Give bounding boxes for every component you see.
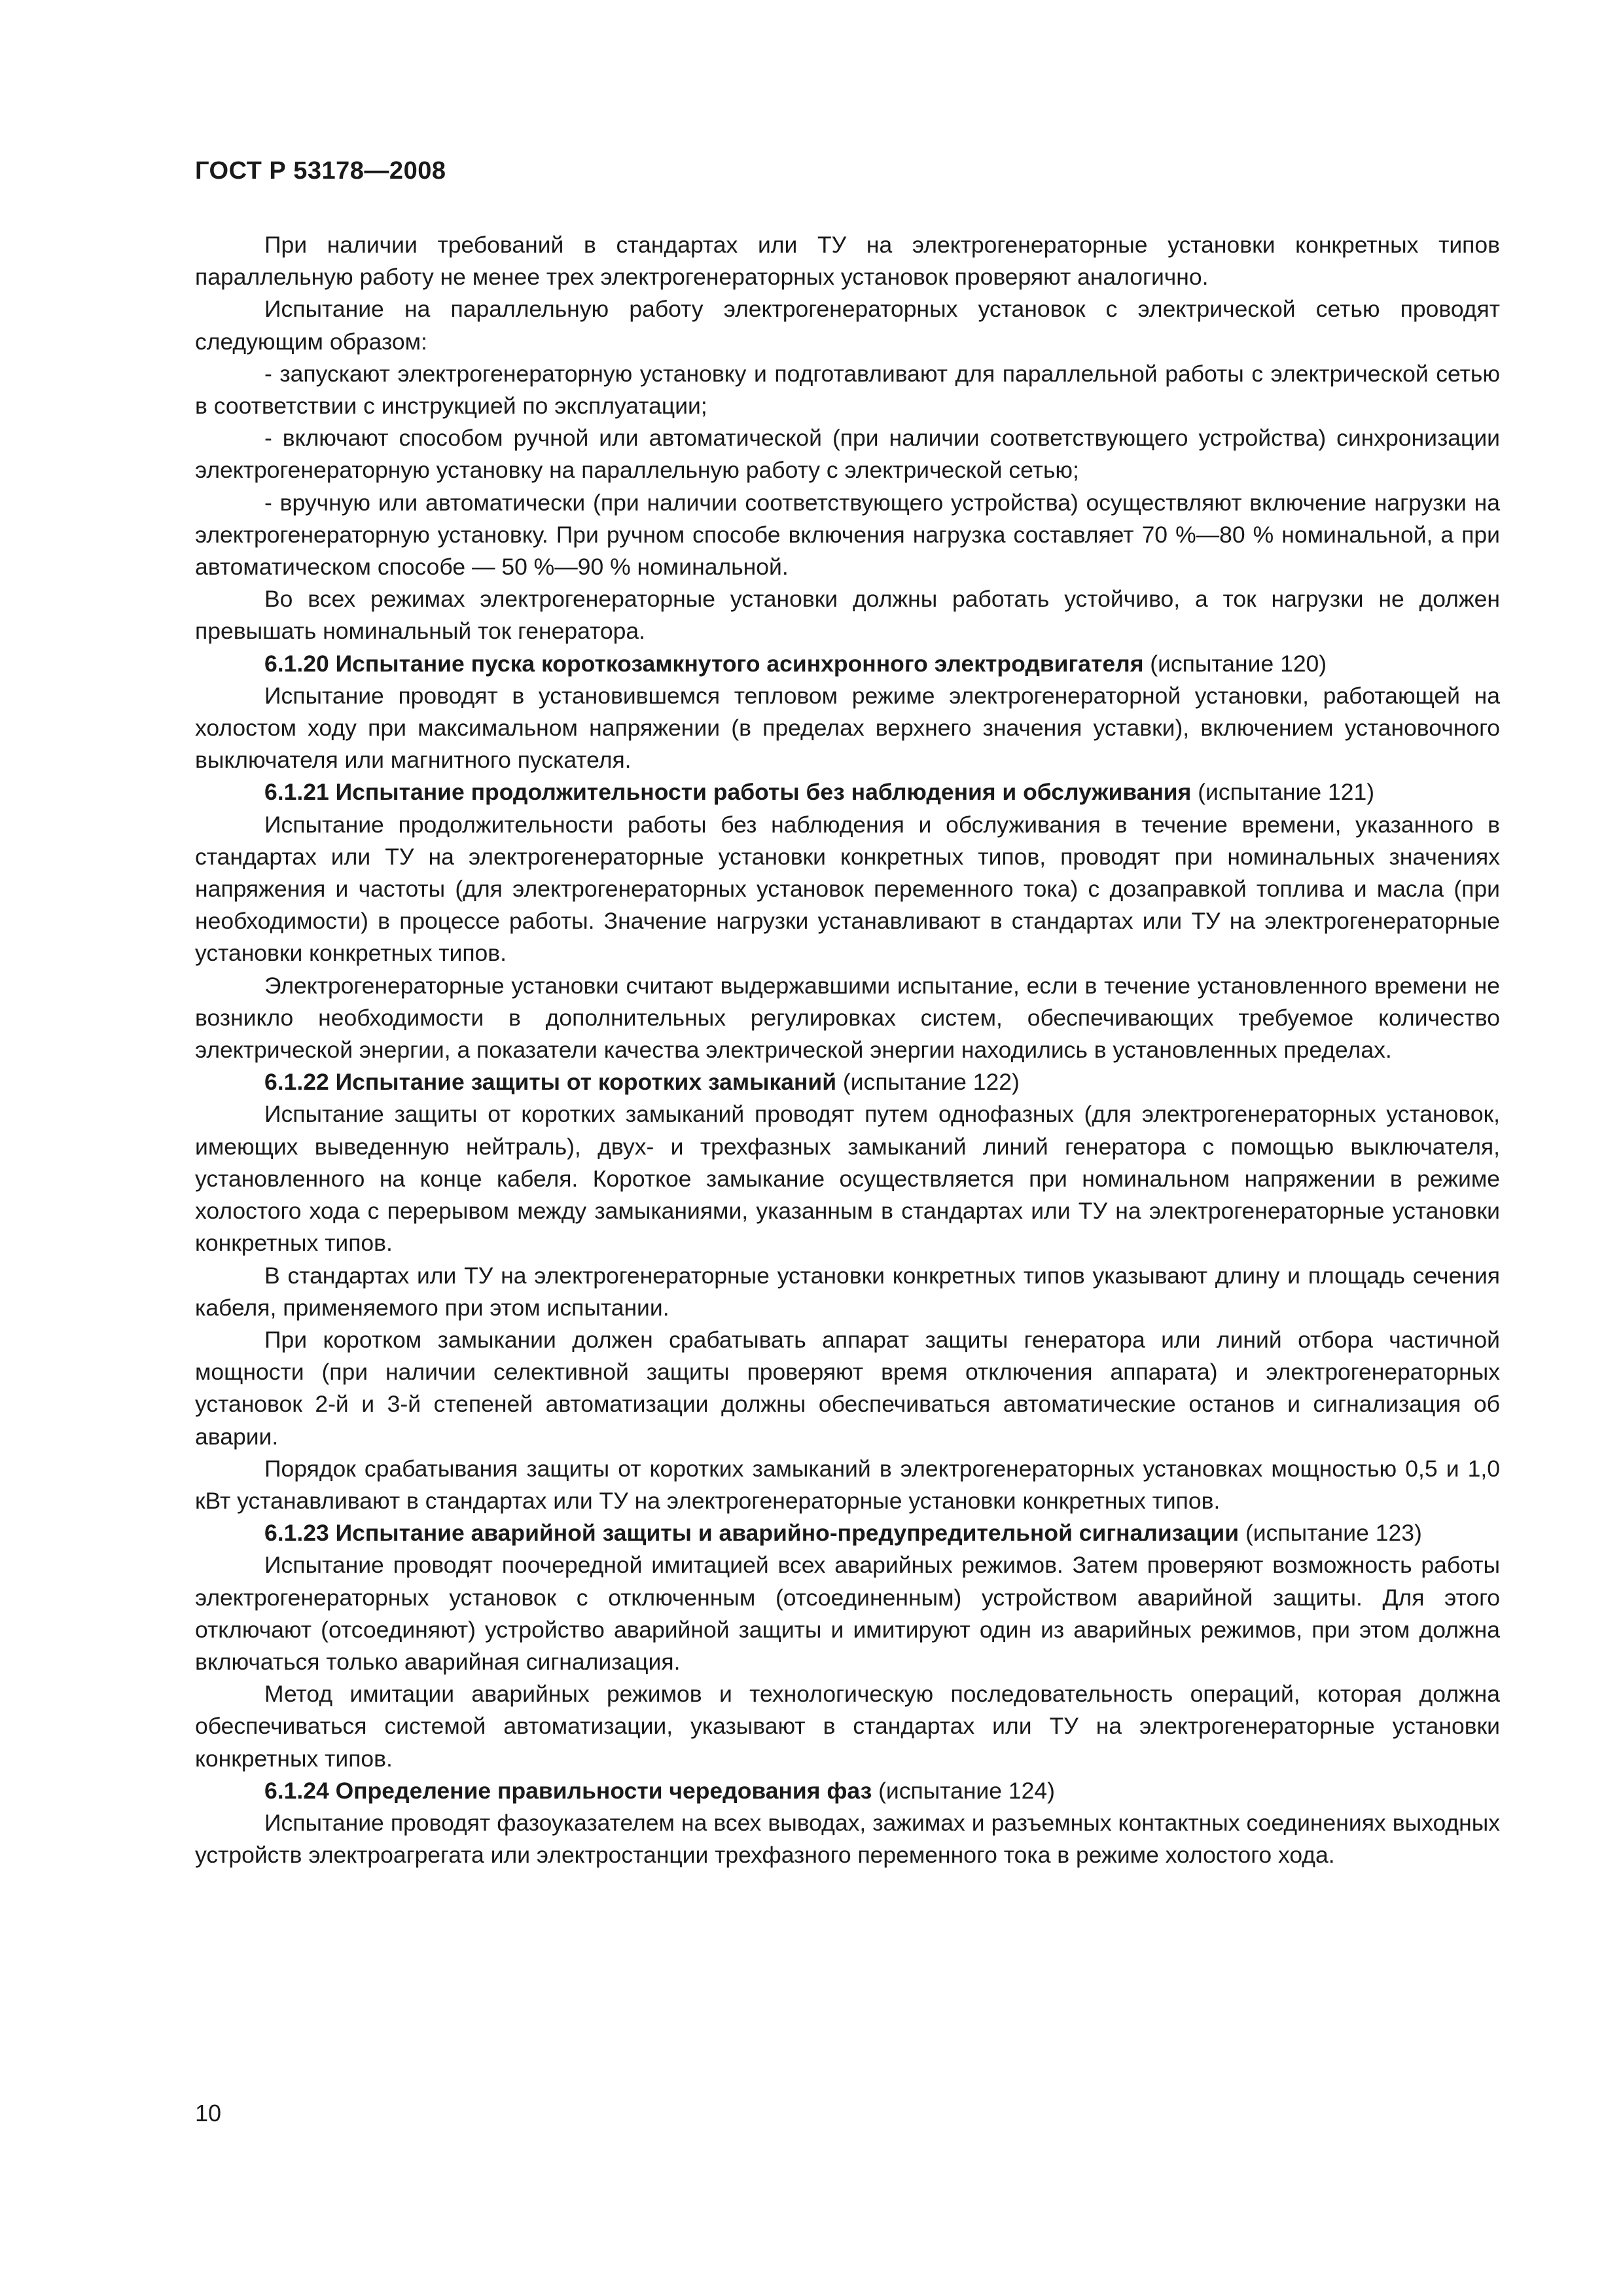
section-title: 6.1.21 Испытание продолжительности работы без наблюдения и обслуживания [264,779,1192,806]
paragraph: При наличии требований в стандартах или ТУ на электрогенераторные установки конкретных типов параллельную работу не менее трех электрогенераторных установок проверяют аналогично. [195,232,1500,291]
section-suffix: (испытание 124) [872,1777,1055,1804]
section-title: 6.1.22 Испытание защиты от коротких замыканий [264,1069,837,1096]
document-body [195,229,1500,1871]
section-suffix: (испытание 123) [1239,1520,1422,1547]
section-heading [195,1066,1500,1098]
paragraph: Испытание проводят поочередной имитацией всех аварийных режимов. Затем проверяют возможность работы электрогенераторных установок с отключенным (отсоединенным) устройством аварийной защиты. Для этого отключают (отсоединяют) устройство аварийной защиты и имитируют один из аварийных режимов, при этом должна включаться только аварийная сигнализация. [195,1552,1500,1675]
paragraph: Испытание проводят в установившемся тепловом режиме электрогенераторной установки, работающей на холостом ходу при максимальном напряжении (в пределах верхнего значения уставки), включением установочного выключателя или магнитного пускателя. [195,682,1500,774]
section-title: 6.1.20 Испытание пуска короткозамкнутого асинхронного электродвигателя [264,650,1144,677]
paragraph: Испытание защиты от коротких замыканий проводят путем однофазных (для электрогенераторных установок, имеющих выведенную нейтраль), двух- и трехфазных замыканий линий генератора с помощью выключателя, установленного на конце кабеля. Короткое замыкание осуществляется при номинальном напряжении в режиме холостого хода с перерывом между замыканиями, указанным в стандартах или ТУ на электрогенераторные установки конкретных типов. [195,1101,1500,1257]
paragraph: Порядок срабатывания защиты от коротких замыканий в электрогенераторных установках мощностью 0,5 и 1,0 кВт устанавливают в стандартах или ТУ на электрогенераторные установки конкретных типов. [195,1455,1500,1514]
section-heading [195,648,1500,680]
paragraph: Испытание на параллельную работу электрогенераторных установок с электрической сетью проводят следующим образом: [195,296,1500,355]
section-title: 6.1.23 Испытание аварийной защиты и аварийно-предупредительной сигнализации [264,1520,1240,1547]
paragraph: В стандартах или ТУ на электрогенераторные установки конкретных типов указывают длину и площадь сечения кабеля, применяемого при этом испытании. [195,1262,1500,1321]
paragraph: При коротком замыкании должен срабатывать аппарат защиты генератора или линий отбора частичной мощности (при наличии селективной защиты проверяют время отключения аппарата) и электрогенераторных установок 2-й и 3-й степеней автоматизации должны обеспечиваться автоматические останов и сигнализация об аварии. [195,1326,1500,1450]
paragraph: - вручную или автоматически (при наличии соответствующего устройства) осуществляют включение нагрузки на электрогенераторную установку. При ручном способе включения нагрузка составляет 70 %—80 % номинальной, а при автоматическом способе — 50 %—90 % номинальной. [195,489,1500,581]
paragraph: Электрогенераторные установки считают выдержавшими испытание, если в течение установленного времени не возникло необходимости в дополнительных регулировках систем, обеспечивающих требуемое количество электрической энергии, а показатели качества электрической энергии находились в установленных пределах. [195,972,1500,1064]
paragraph: Испытание проводят фазоуказателем на всех выводах, зажимах и разъемных контактных соединениях выходных устройств электроагрегата или электростанции трехфазного переменного тока в режиме холостого хода. [195,1809,1500,1869]
paragraph: Во всех режимах электрогенераторные установки должны работать устойчиво, а ток нагрузки не должен превышать номинальный ток генератора. [195,586,1500,645]
section-heading [195,1517,1500,1549]
paragraph: - включают способом ручной или автоматической (при наличии соответствующего устройства) синхронизации электрогенераторную установку на параллельную работу с электрической сетью; [195,425,1500,484]
section-suffix: (испытание 120) [1143,650,1327,677]
section-heading [195,776,1500,808]
section-heading [195,1775,1500,1807]
document-header: ГОСТ Р 53178—2008 [195,157,446,185]
paragraph: - запускают электрогенераторную установку и подготавливают для параллельной работы с электрической сетью в соответствии с инструкцией по эксплуатации; [195,360,1500,420]
paragraph: Метод имитации аварийных режимов и технологическую последовательность операций, которая должна обеспечиваться системой автоматизации, указывают в стандартах или ТУ на электрогенераторные установки конкретных типов. [195,1681,1500,1772]
section-suffix: (испытание 122) [836,1069,1020,1096]
section-suffix: (испытание 121) [1191,779,1375,806]
paragraph: Испытание продолжительности работы без наблюдения и обслуживания в течение времени, указанного в стандартах или ТУ на электрогенераторные установки конкретных типов, проводят при номинальных значениях напряжения и частоты (для электрогенераторных установок переменного тока) с дозаправкой топлива и масла (при необходимости) в процессе работы. Значение нагрузки устанавливают в стандартах или ТУ на электрогенераторные установки конкретных типов. [195,811,1500,967]
section-title: 6.1.24 Определение правильности чередования фаз [264,1777,872,1804]
page-number: 10 [195,2100,222,2126]
